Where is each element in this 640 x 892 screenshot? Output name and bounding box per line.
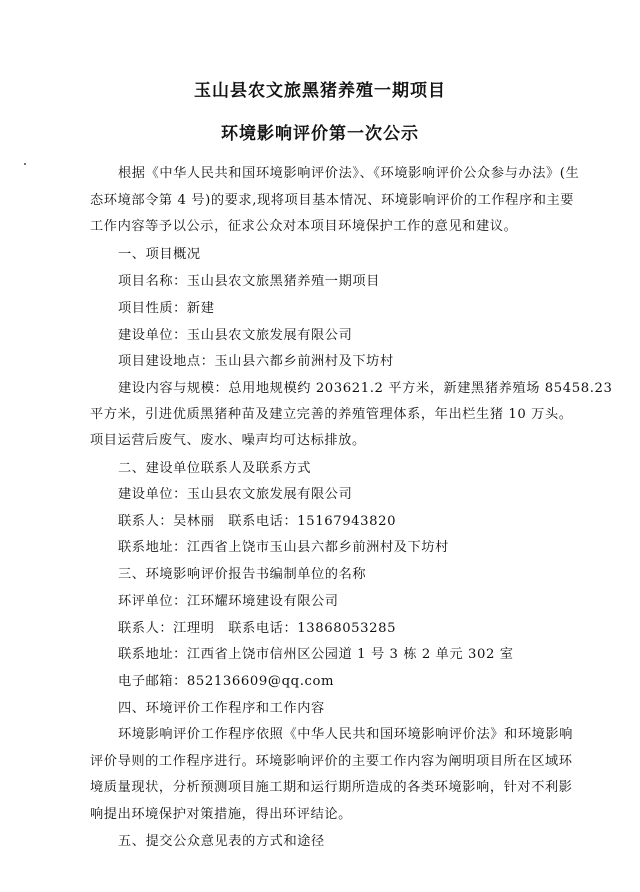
section-heading: 一、项目概况 [118, 247, 201, 262]
intro-line: 工作内容等予以公示，征求公众对本项目环境保护工作的意见和建议。 [90, 219, 518, 234]
body-line: 境质量现状，分析预测项目施工期和运行期所造成的各类环境影响，针对不利影 [90, 780, 573, 795]
contact-address: 联系地址：江西省上饶市信州区公园道 1 号 3 栋 2 单元 302 室 [118, 647, 514, 662]
project-location: 项目建设地点：玉山县六都乡前洲村及下坊村 [118, 354, 394, 369]
construction-content: 项目运营后废气、废水、噪声均可达标排放。 [90, 433, 366, 448]
body-line: 环境影响评价工作程序依照《中华人民共和国环境影响评价法》和环境影响 [118, 727, 573, 742]
section-heading: 四、环境评价工作程序和工作内容 [118, 701, 325, 716]
scan-speck [24, 163, 26, 165]
project-name: 项目名称：玉山县农文旅黑猪养殖一期项目 [118, 274, 380, 289]
section-heading: 五、提交公众意见表的方式和途径 [118, 834, 325, 849]
contact-person: 联系人：江理明 联系电话：13868053285 [118, 621, 397, 636]
section-heading: 三、环境影响评价报告书编制单位的名称 [118, 567, 367, 582]
builder-unit: 建设单位：玉山县农文旅发展有限公司 [118, 487, 353, 502]
project-nature: 项目性质：新建 [118, 301, 215, 316]
construction-content: 平方米，引进优质黑猪种苗及建立完善的养殖管理体系，年出栏生猪 10 万头。 [90, 407, 573, 422]
body-line: 评价导则的工作程序进行。环境影响评价的主要工作内容为阐明项目所在区域环 [90, 754, 573, 769]
section-heading: 二、建设单位联系人及联系方式 [118, 461, 312, 476]
contact-person: 联系人：吴林丽 联系电话：15167943820 [118, 514, 397, 529]
intro-line: 根据《中华人民共和国环境影响评价法》、《环境影响评价公众参与办法》(生 [118, 166, 580, 181]
construction-content: 建设内容与规模：总用地规模约 203621.2 平方米，新建黑猪养殖场 85458.23 [118, 381, 613, 396]
intro-line: 态环境部令第 4 号)的要求,现将项目基本情况、环境影响评价的工作程序和主要 [90, 193, 575, 208]
document-subtitle: 环境影响评价第一次公示 [221, 124, 419, 144]
document-title: 玉山县农文旅黑猪养殖一期项目 [194, 81, 446, 101]
eia-unit: 环评单位：江环耀环境建设有限公司 [118, 594, 339, 609]
email: 电子邮箱：852136609@qq.com [118, 674, 335, 689]
contact-address: 联系地址：江西省上饶市玉山县六都乡前洲村及下坊村 [118, 540, 449, 555]
body-line: 响提出环境保护对策措施，得出环评结论。 [90, 807, 352, 822]
builder-unit: 建设单位：玉山县农文旅发展有限公司 [118, 328, 353, 343]
